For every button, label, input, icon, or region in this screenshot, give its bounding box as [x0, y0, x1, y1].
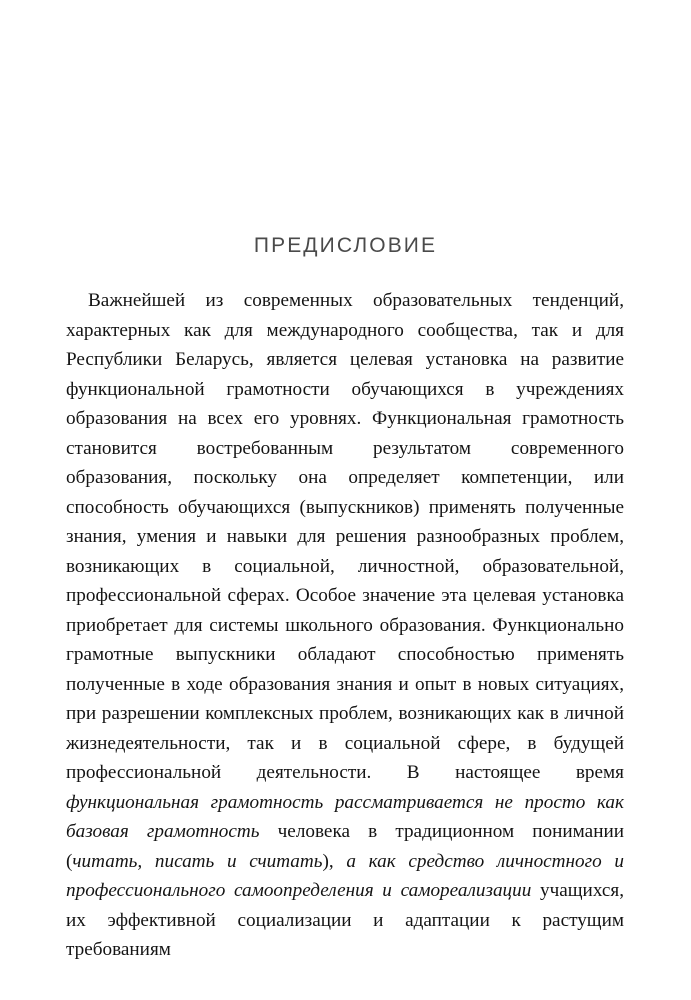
- preface-paragraph: [66, 286, 624, 965]
- text-run: Важнейшей из современных образовательных тенденций, характерных как для международного сообщества, так и для Республики Беларусь, является целевая установка на развитие функциональной грамотности обучающихся в учреждениях образования на всех его уровнях. Функциональная грамотность становится востребованным результатом современного образования, поскольку она определяет компетенции, или способность обучающихся (выпускников) применять полученные знания, умения и навыки для решения разнообразных проблем, возникающих в социальной, личностной, образовательной, профессиональной сферах. Особое значение эта целевая установка приобретает для системы школьного образования. Функционально грамотные выпускники обладают способностью применять полученные в ходе образования знания и опыт в новых ситуациях, при разрешении комплексных проблем, возникающих как в личной жизнедеятельности, так и в социальной сфере, в будущей профессиональной деятельности. В настоящее время: [66, 290, 624, 783]
- emphasis-run: а как средство личностного и профессионального самоопределения и самореализации: [66, 850, 624, 901]
- text-run: учащихся, их эффективной социализации и адаптации к растущим требованиям: [66, 880, 624, 960]
- page-title: ПРЕДИСЛОВИЕ: [253, 234, 438, 257]
- emphasis-run: читать, писать и считать: [72, 850, 323, 872]
- body-text-block: [66, 286, 624, 965]
- text-run: человека в традиционном понимании (: [66, 821, 624, 872]
- emphasis-run: функциональная грамотность рассматривается не просто как базовая грамотность: [66, 791, 624, 842]
- text-run: ),: [322, 850, 347, 872]
